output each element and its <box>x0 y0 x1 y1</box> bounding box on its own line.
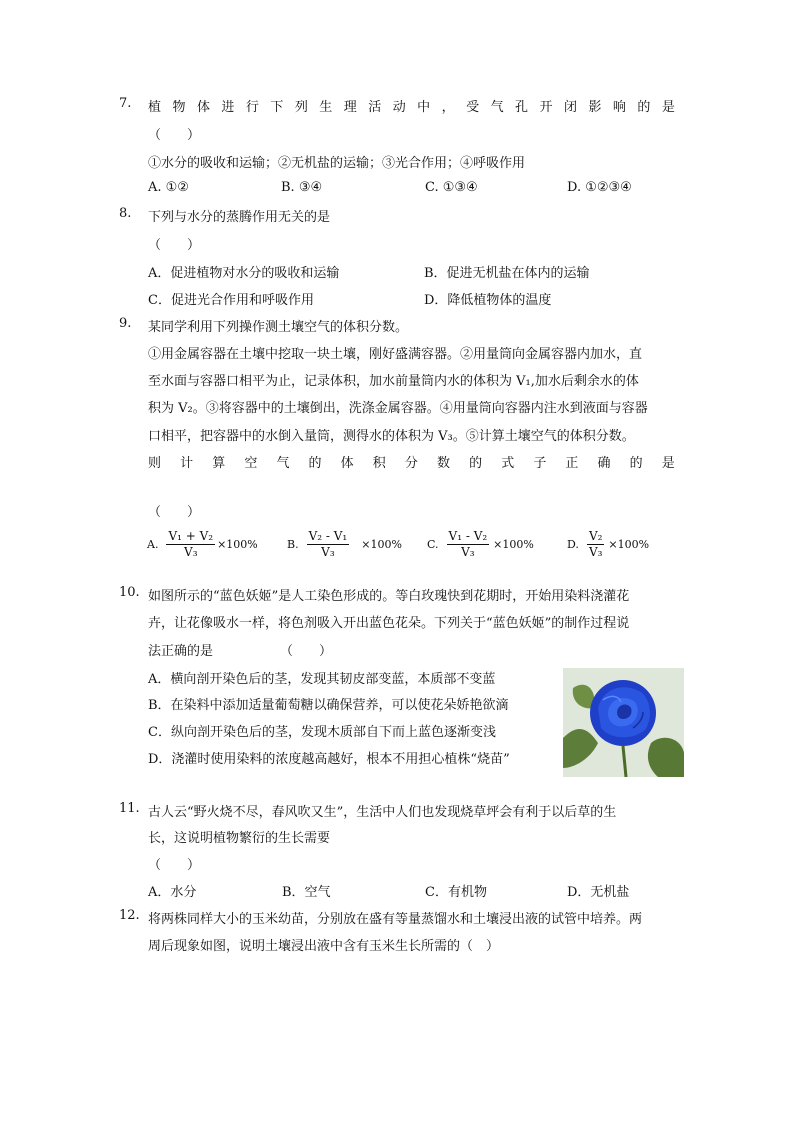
q9-line: 至水面与容器口相平为止，记录体积，加水前量筒内水的体积为 V₁,加水后剩余水的体 <box>148 374 639 389</box>
q11-option-b: B．空气 <box>282 885 331 900</box>
option-tail: ×100% <box>608 538 650 552</box>
fraction <box>166 530 215 559</box>
q11-line: 古人云“野火烧不尽，春风吹又生”，生活中人们也发现烧草坪会有利于以后草的生 <box>148 805 617 820</box>
fraction-numerator: V₁ + V₂ <box>166 530 215 545</box>
q7-char: 理 <box>343 100 357 115</box>
q7-char: 生 <box>319 100 333 115</box>
q11-number: 11. <box>119 801 140 816</box>
q7-char: 体 <box>196 100 210 115</box>
q7-char: 活 <box>368 100 382 115</box>
q7-option-b: B. ③④ <box>281 180 323 195</box>
q10-line: 卉，让花像吸水一样，将色剂吸入开出蓝色花朵。下列关于“蓝色妖姬”的制作过程说 <box>148 616 630 631</box>
option-label: D. <box>567 538 579 552</box>
q7-answer-paren: （ ） <box>148 128 201 143</box>
q7-char: 物 <box>172 100 186 115</box>
fraction-numerator: V₂ <box>587 530 604 545</box>
q9-char: 的 <box>469 456 483 471</box>
q10-option-c: C．纵向剖开染色后的茎，发现木质部自下而上蓝色逐渐变浅 <box>148 725 496 740</box>
leaf <box>648 738 684 777</box>
option-label: C. <box>427 538 439 552</box>
q11-answer-paren: （ ） <box>148 858 201 873</box>
fraction-denominator: V₃ <box>588 545 603 560</box>
q9-line: 口相平，把容器中的水倒入量筒，测得水的体积为 V₃。⑤计算土壤空气的体积分数。 <box>148 429 635 444</box>
q9-char: 的 <box>629 456 643 471</box>
q9-question-line <box>148 452 675 471</box>
q7-char: 开 <box>539 100 553 115</box>
q12-line: 周后现象如图，说明土壤浸出液中含有玉米生长所需的（ ） <box>148 939 500 954</box>
fraction-numerator: V₁ - V₂ <box>447 530 490 545</box>
q10-option-d: D．浇灌时使用染料的浓度越高越好，根本不用担心植株“烧苗” <box>148 752 510 767</box>
q8-answer-paren: （ ） <box>148 238 201 253</box>
q9-char: 式 <box>501 456 515 471</box>
q7-char: ， <box>441 100 455 115</box>
q9-option-c <box>427 530 534 559</box>
q10-line: 如图所示的“蓝色妖姬”是人工染色形成的。等白玫瑰快到花期时，开始用染料浇灌花 <box>148 589 630 604</box>
q9-stem: 某同学利用下列操作测土壤空气的体积分数。 <box>148 320 409 335</box>
q7-char: 闭 <box>563 100 577 115</box>
q9-option-b <box>287 530 402 559</box>
q9-answer-paren: （ ） <box>148 505 201 520</box>
q7-char: 列 <box>294 100 308 115</box>
fraction <box>587 530 604 559</box>
q11-line: 长，这说明植物繁衍的生长需要 <box>148 831 331 846</box>
q9-char: 空 <box>244 456 258 471</box>
q7-char: 影 <box>588 100 602 115</box>
q9-char: 体 <box>340 456 354 471</box>
q8-option-d: D．降低植物体的温度 <box>424 293 552 308</box>
q7-char: 下 <box>270 100 284 115</box>
fraction-denominator: V₃ <box>461 545 475 560</box>
q7-char: 动 <box>392 100 406 115</box>
q10-number: 10. <box>119 585 140 600</box>
q7-option-c: C. ①③④ <box>425 180 478 195</box>
q7-option-a: A. ①② <box>148 180 189 195</box>
q8-option-b: B．促进无机盐在体内的运输 <box>424 266 590 281</box>
q7-char: 进 <box>221 100 235 115</box>
blue-rose-image <box>563 668 684 777</box>
q9-char: 气 <box>276 456 290 471</box>
option-tail: ×100% <box>217 538 258 552</box>
q10-answer-paren: （ ） <box>280 644 333 659</box>
q9-char: 积 <box>372 456 386 471</box>
option-tail: ×100% <box>493 538 534 552</box>
blue-rose-illustration <box>563 668 684 777</box>
q11-option-a: A．水分 <box>148 885 197 900</box>
q9-number: 9. <box>119 316 132 331</box>
q9-char: 则 <box>148 456 162 471</box>
q9-char: 子 <box>533 456 547 471</box>
q7-char: 气 <box>490 100 504 115</box>
q7-char: 响 <box>612 100 626 115</box>
q9-line: 积为 V₂。③将容器中的土壤倒出，洗涤金属容器。④用量筒向容器内注水到液面与容器 <box>148 401 648 416</box>
q7-statement: ①水分的吸收和运输；②无机盐的运输；③光合作用；④呼吸作用 <box>148 156 526 171</box>
q7-char: 孔 <box>515 100 529 115</box>
q9-option-a <box>147 530 258 559</box>
q7-char: 的 <box>637 100 651 115</box>
q7-char: 受 <box>466 100 480 115</box>
q7-char: 行 <box>245 100 259 115</box>
q7-stem <box>148 96 675 115</box>
q9-char: 确 <box>597 456 611 471</box>
fraction-denominator: V₃ <box>321 545 335 560</box>
q10-option-a: A．横向剖开染色后的茎，发现其韧皮部变蓝，本质部不变蓝 <box>148 672 496 687</box>
q12-number: 12. <box>119 908 140 923</box>
q8-stem: 下列与水分的蒸腾作用无关的是 <box>148 210 331 225</box>
q7-char: 中 <box>417 100 431 115</box>
fraction-denominator: V₃ <box>184 545 198 560</box>
q7-number: 7. <box>119 96 132 111</box>
q8-number: 8. <box>119 206 132 221</box>
option-label: A. <box>147 538 159 552</box>
option-tail: ×100% <box>361 538 402 552</box>
q9-line: ①用金属容器在土壤中挖取一块土壤，刚好盛满容器。②用量筒向金属容器内加水，直 <box>148 347 643 362</box>
fraction-numerator: V₂ - V₁ <box>307 530 350 545</box>
q9-char: 的 <box>308 456 322 471</box>
q9-char: 是 <box>661 456 675 471</box>
option-label: B. <box>287 538 299 552</box>
q7-option-d: D. ①②③④ <box>567 180 632 195</box>
q9-char: 数 <box>436 456 450 471</box>
q9-char: 正 <box>565 456 579 471</box>
q8-option-a: A．促进植物对水分的吸收和运输 <box>148 266 340 281</box>
fraction <box>307 530 350 559</box>
q9-option-d <box>567 530 649 559</box>
q11-option-c: C．有机物 <box>425 885 487 900</box>
q10-option-b: B．在染料中添加适量葡萄糖以确保营养，可以使花朵娇艳欲滴 <box>148 698 509 713</box>
q12-line: 将两株同样大小的玉米幼苗，分别放在盛有等量蒸馏水和土壤浸出液的试管中培养。两 <box>148 912 643 927</box>
q7-char: 是 <box>661 100 675 115</box>
q11-option-d: D．无机盐 <box>567 885 630 900</box>
fraction <box>447 530 490 559</box>
q10-line: 法正确的是 <box>148 644 214 659</box>
q9-char: 计 <box>180 456 194 471</box>
q7-char: 植 <box>148 100 162 115</box>
q8-option-c: C．促进光合作用和呼吸作用 <box>148 293 314 308</box>
q9-char: 算 <box>212 456 226 471</box>
q9-char: 分 <box>404 456 418 471</box>
